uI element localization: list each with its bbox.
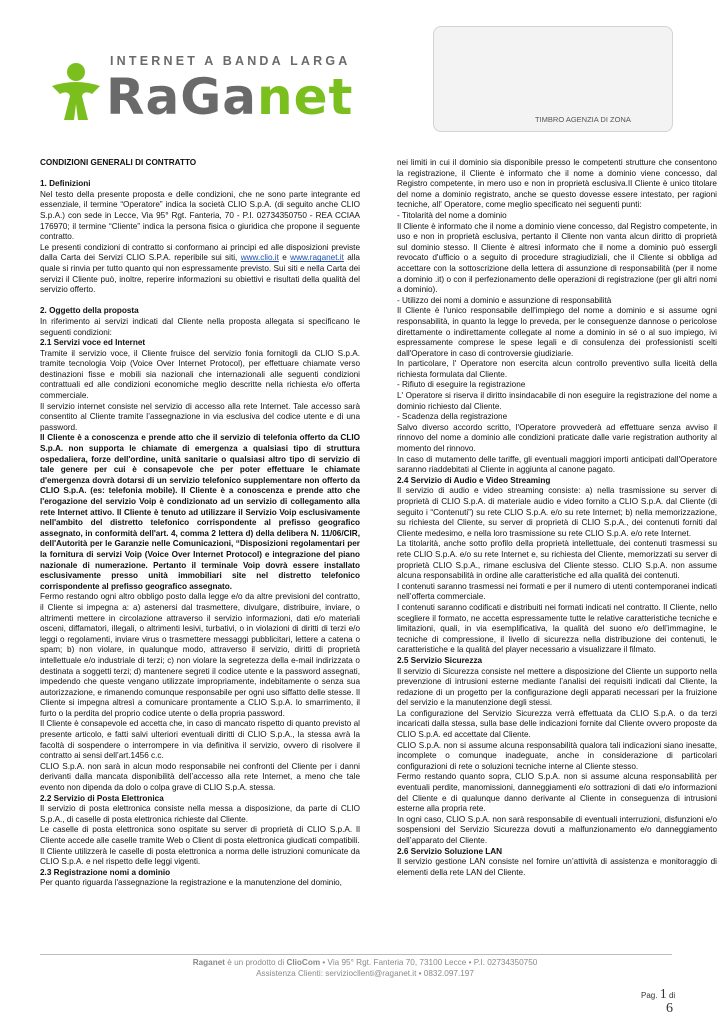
paragraph: Fermo restando quanto sopra, CLIO S.p.A. non si assume alcuna responsabilità per eventuali perdite, manomissioni, danneggiamenti e/o sottrazioni di dati e/o informazioni del Cliente e di qualunque danno derivante al Cliente in conseguenza di intrusioni esterne alla propria rete. [397, 772, 717, 814]
stamp-label: TIMBRO AGENZIA DI ZONA [535, 115, 631, 124]
footer-line-2: Assistenza Clienti: serviziocllenti@raganet.it • 0832.097.197 [256, 969, 474, 978]
paragraph: Nel testo della presente proposta e delle condizioni, che ne sono parte integrante ed essenziale, il termine “Operatore” indica la società CLIO S.p.A. (di seguito anche CLIO S.p.A.) con sede in Lecce, Via 95° Rgt. Fanteria, 70 - P.I. 02734350750 - REA CCIAA 176970; il termine “Cliente” indica la persona fisica o giuridica che propone il seguente contratto. [40, 189, 360, 242]
subsection-heading: 2.2 Servizio di Posta Elettronica [40, 793, 164, 803]
raganet-logo [48, 42, 354, 126]
paragraph: Salvo diverso accordo scritto, l'Operatore provvederà ad effettuare senza avviso il rinnovo del nome a dominio alle condizioni praticate dalle varie registration authority al momento del rinnovo. [397, 422, 717, 454]
paragraph: La titolarità, anche sotto profilo della proprietà intellettuale, dei contenuti trasmessi su rete CLIO S.p.A. e/o su rete Internet e, su richiesta del Cliente, memorizzati su server di proprietà CLIO S.p.A., rimane esclusiva del Cliente stesso. CLIO S.p.A. non assume alcuna responsabilità in ordine alle caratteristiche ed alla qualità dei contenuti. [397, 539, 717, 581]
paragraph: In ogni caso, CLIO S.p.A. non sarà responsabile di eventuali interruzioni, disfunzioni e/o sospensioni del Servizio Sicurezza dovuti a malfunzionamento e/o danneggiamento dell’apparato del Cliente. [397, 814, 717, 845]
paragraph: Il Cliente è informato che il nome a dominio viene concesso, dal Registro competente, in uso e non in proprietà esclusiva, pertanto il Cliente non vanta alcun diritto di proprietà sul dominio stesso. Il Cliente è altresì informato che il nome a dominio può essergli revocato d'ufficio o a seguito di procedure stragiudiziali, che il Cliente si obbliga ad accettare con la sottoscrizione della lettera di assunzione di responsabilità (per il nome a dominio .it) o con il perfezionamento delle operazioni di registrazione (per gli altri nomi a dominio). [397, 221, 717, 295]
paragraph: Fermo restando ogni altro obbligo posto dalla legge e/o da altre previsioni del contratto, il Cliente si impegna a: a) astenersi dal trasmettere, divulgare, distribuire, inviare, o altrimenti mettere in circolazione attraverso il servizio informazioni, dati e/o materiali osceni, diffamatori, illegali, o altrimenti lesivi, turbativi, o in violazioni di diritti di terzi e/o leggi o regolamenti, inviare virus o trasmettere messaggi pubblicitari, lettere a catena o spam; b) non violare, in qualunque modo, attraverso il servizio, diritti di proprietà intellettuale e/o industriale di terzi; c) non violare la segretezza della e-mail indirizzata o destinata a soggetti terzi; d) mantenere segreti il codice utente e la password assegnati, impedendo che queste vengano utilizzate impropriamente, indebitamente o senza sua autorizzazione, e rimanendo comunque responsabile per ogni uso siffatto delle stesse. Il Cliente si impegna altresì a comunicare prontamente a CLIO S.p.A. lo smarrimento, il furto o la perdita del proprio codice utente o della propria password. [40, 592, 360, 718]
paragraph: Per quanto riguarda l'assegnazione la registrazione e la manutenzione del dominio, [40, 878, 342, 888]
section-heading: 1. Definizioni [40, 179, 91, 189]
bold-paragraph: Il Cliente è a conoscenza e prende atto che il servizio di telefonia offerto da CLIO S.p.A. non supporta le chiamate di emergenza a qualsiasi tipo di struttura ospedaliera, forze dell'ordine, unità sanitarie o qualsiasi altro tipo di servizio di tale genere per cui è consapevole che per poter effettuare le chiamate d'emergenza dovrà dotarsi di un servizio telefonico supplementare non offerto da CLIO S.p.A. (es: telefonia mobile). Il Cliente è a conoscenza e prende atto che l'erogazione del servizio Voip è condizionato ad un servizio di collegamento alla rete Internet attivo. Il Cliente è tenuto ad utilizzare il Servizio Voip esclusivamente nell'ambito del distretto telefonico corrispondente al prefisso geografico assegnato, in conformità dell'art. 4, comma 2 lettera d) della delibera N. 11/06/CIR, dell'Autorità per le Garanzie nelle Comunicazioni, “Disposizioni regolamentari per la fornitura di servizi Voip (Voice Over Internet Protocol) e integrazione del piano nazionale di numerazione. Pertanto il terminale Voip dovrà essere installato esclusivamente presso unità immobiliari site nel distretto telefonico corrispondente al prefisso geografico assegnato. [40, 433, 360, 591]
subsection-heading: 2.4 Servizio di Audio e Video Streaming [397, 475, 551, 485]
paragraph: Il servizio gestione LAN consiste nel fornire un’attività di assistenza e monitoraggio di elementi della rete LAN del Cliente. [397, 857, 717, 877]
subsection-heading: 2.1 Servizi voce ed Internet [40, 338, 146, 348]
logo-tagline: INTERNET A BANDA LARGA [110, 54, 351, 68]
paragraph: Il Cliente è l'unico responsabile dell'impiego del nome a dominio e si assume ogni responsabilità, in quanto la legge lo preveda, per le conseguenze dannose o pericolose direttamente o indirettamente collegate al nome a dominio in sé o al suo impiego, ivi espressamente comprese le spese legali e di consulenza dei professionisti scelti dall'Operatore in caso di controversie giudiziarie. [397, 306, 717, 358]
footer-divider [40, 954, 672, 955]
subsection-heading: 2.5 Servizio Sicurezza [397, 655, 483, 665]
paragraph: In particolare, l' Operatore non esercita alcun controllo preventivo sulla liceità della richiesta formulata dal Cliente. [397, 359, 717, 379]
paragraph: Il servizio di audio e video streaming consiste: a) nella trasmissione su server di proprietà di CLIO S.p.A. di materiale audio e video fornito a CLIO S.p.A. dal Cliente (di seguito i “Contenuti”) su rete CLIO S.p.A. e/o su rete Internet; b) nella memorizzazione, su richiesta del Cliente, su server di proprietà di CLIO S.p.A., dei contenuti forniti dal Cliente medesimo, e nella loro trasmissione su rete CLIO S.p.A. e/o rete Internet. [397, 486, 717, 538]
paragraph: CLIO S.p.A. non sarà in alcun modo responsabile nei confronti del Cliente per i danni derivanti dalla mancata disponibilità dell’accesso alla rete Internet, a meno che tale evento non dipenda da dolo o colpa grave di CLIO S.p.A. stessa. [40, 761, 360, 793]
subsection-heading: 2.6 Servizio Soluzione LAN [397, 846, 503, 856]
paragraph: L' Operatore si riserva il diritto insindacabile di non eseguire la registrazione del nome a dominio richiesto dal Cliente. [397, 391, 717, 411]
footer-line-1: Raganet è un prodotto di ClioCom • Via 95° Rgt. Fanteria 70, 73100 Lecce • P.I. 02734350750 [192, 958, 538, 967]
paragraph: Il Cliente utilizzerà le caselle di posta elettronica a norma delle istruzioni comunicate da CLIO S.p.A. e nel rispetto delle leggi vigenti. [40, 846, 360, 867]
paragraph: La configurazione del Servizio Sicurezza verrà effettuata da CLIO S.p.A. o da terzi incaricati dalla stessa, sulla base delle indicazioni fornite dal Cliente ovvero proposte da CLIO S.p.A. ed accettate dal Cliente. [397, 708, 717, 740]
paragraph: Il servizio di posta elettronica consiste nella messa a disposizione, da parte di CLIO S.p.A., di caselle di posta elettronica richieste dal Cliente. [40, 804, 360, 824]
paragraph: Tramite il servizio voce, il Cliente fruisce del servizio fonia fornitogli da CLIO S.p.A. tramite tecnologia Voip (Voice Over Internet Protocol), per effettuare chiamate verso destinazioni fisse e mobili sia nazionali che internazionali alle seguenti condizioni contrattuali ed alle condizioni economiche meglio descritte nella richiesta e/o offerta commerciale. [40, 348, 360, 401]
page-number: Pag. 1 di 6 [641, 987, 676, 1016]
paragraph: Il servizio internet consiste nel servizio di accesso alla rete Internet. Tale accesso sarà consentito al Cliente tramite l’assegnazione in via esclusiva del codice utente e di una password. [40, 401, 360, 432]
paragraph: I contenuti saranno trasmessi nei formati e per il numero di utenti contemporanei indicati nell’offerta commerciale. [397, 581, 717, 602]
paragraph: Il servizio di Sicurezza consiste nel mettere a disposizione del Cliente un supporto nella prevenzione di intrusioni esterne mediante l’analisi dei requisiti indicati dal Cliente, la redazione di un progetto per la configurazione degli apparati necessari per la fruizione del servizio e la manutenzione degli stessi. [397, 666, 717, 708]
paragraph: Le presenti condizioni di contratto si conformano ai principi ed alle disposizioni previste dalla Carta dei Servizi CLIO S.P.A. reperibile sui siti, www.clio.it e www.raganet.it alla quale si rinvia per tutto quanto qui non espressamente previsto. Sui siti e nella Carta dei servizi il Cliente può, inoltre, reperire informazioni su obiettivi e risultati della qualità del servizio offerto. [40, 242, 360, 295]
paragraph: I contenuti saranno codificati e distribuiti nei formati indicati nel contratto. Il Cliente, nello scegliere il formato, ne accetta espressamente tutte le relative caratteristiche tecniche e limitazioni, quali, in via esemplificativa, la qualità del suono e/o dell’immagine, le tecniche di compressione, il livello di sicurezza nella distribuzione dei contenuti, le caratteristiche e la qualità del player necessario a visualizzare il filmato. [397, 602, 717, 655]
paragraph: Le caselle di posta elettronica sono ospitate su server di proprietà di CLIO S.p.A. Il Cliente accede alle caselle tramite Web o Client di posta elettronica giudicati compatibili. [40, 825, 360, 845]
list-item: - Utilizzo dei nomi a dominio e assunzione di responsabilità [397, 295, 612, 305]
document-title: CONDIZIONI GENERALI DI CONTRATTO [40, 158, 197, 167]
subsection-heading: 2.3 Registrazione nomi a dominio [40, 867, 171, 877]
raganet-link[interactable]: www.raganet.it [290, 253, 344, 263]
logo-figure-icon [48, 60, 104, 122]
logo-brand: RaGanet [106, 68, 354, 126]
list-item: - Scadenza della registrazione [397, 412, 508, 422]
right-column [397, 158, 717, 878]
paragraph: nei limiti in cui il dominio sia disponibile presso le competenti strutture che consentono la registrazione, il Cliente è informato che il nome a dominio viene concesso, dal Registro competente, in mero uso e non in proprietà esclusiva.Il Cliente è unico titolare del nome a dominio registrato, anche se questo dovesse essere intestato, per ragioni tecniche, all' Operatore, come meglio specificato nei seguenti punti: [397, 158, 717, 210]
paragraph: In riferimento ai servizi indicati dal Cliente nella proposta allegata si specificano le seguenti condizioni: [40, 316, 360, 337]
list-item: - Rifiuto di eseguire la registrazione [397, 380, 526, 390]
paragraph: CLIO S.p.A. non si assume alcuna responsabilità qualora tali indicazioni siano inesatte, incomplete o comunque inadeguate, anche in considerazione di particolari configurazioni di rete o soluzioni tecniche interne al Cliente stesso. [397, 740, 717, 771]
list-item: - Titolarità del nome a dominio [397, 210, 507, 220]
footer [160, 957, 570, 979]
section-heading: 2. Oggetto della proposta [40, 306, 139, 316]
clio-link[interactable]: www.clio.it [240, 253, 279, 263]
paragraph: In caso di mutamento delle tariffe, gli eventuali maggiori importi anticipati dall'Operatore saranno riaddebitati al Cliente in aggiunta al canone pagato. [397, 454, 717, 475]
left-column [40, 158, 360, 889]
paragraph: Il Cliente è consapevole ed accetta che, in caso di mancato rispetto di quanto previsto al presente articolo, e fatti salvi ulteriori eventuali diritti di CLIO S.p.A., la stessa avrà la facoltà di sospendere o interrompere in via definitiva il servizio, ovvero di risolvere il contratto ai sensi dell’art.1456 c.c. [40, 719, 360, 761]
